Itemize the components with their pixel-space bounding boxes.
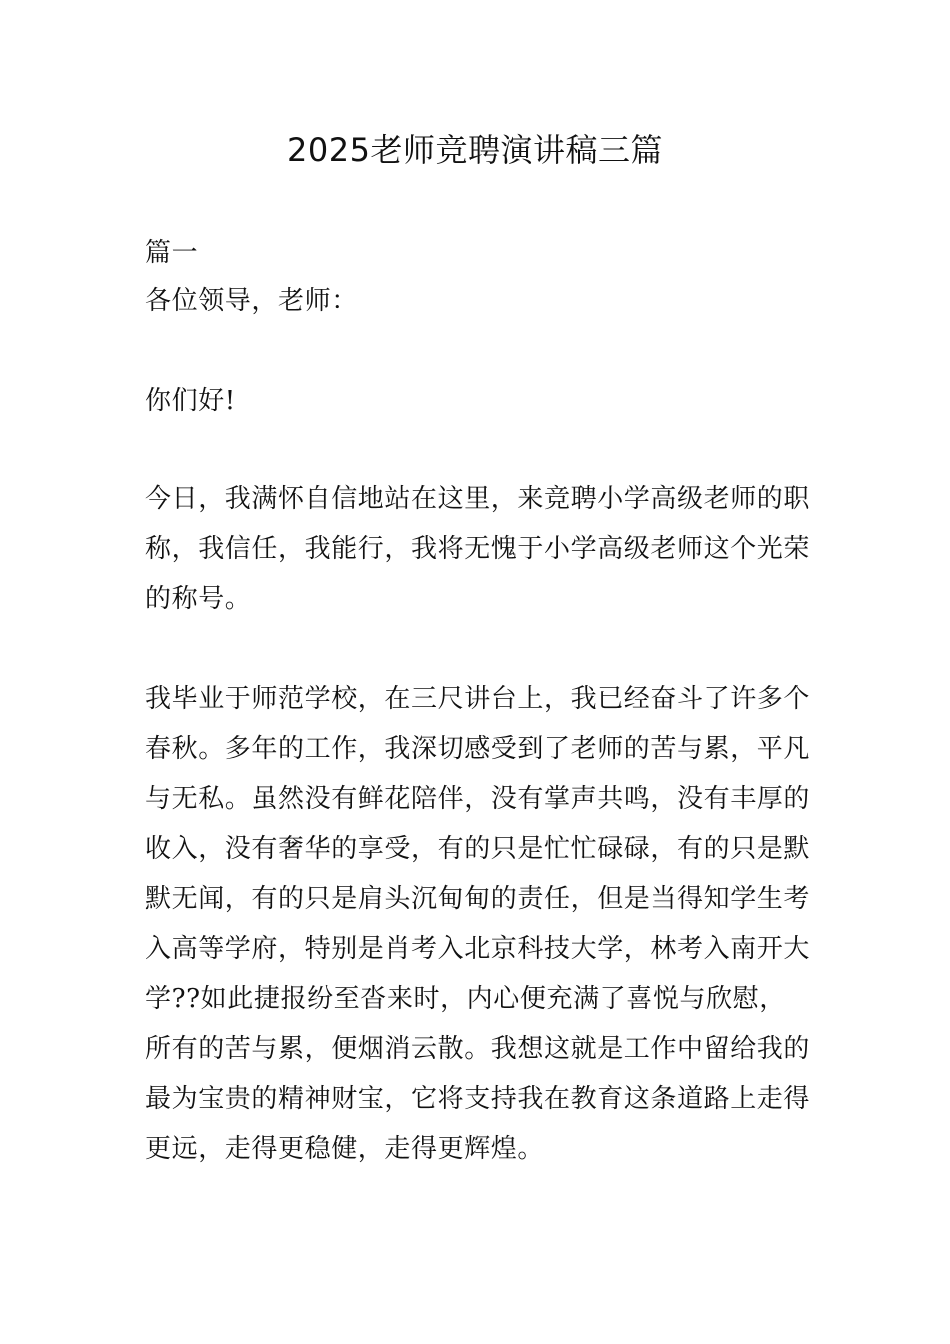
section-label: 篇一 <box>145 238 199 268</box>
salutation: 各位领导，老师： <box>145 286 358 316</box>
paragraph: 今日，我满怀自信地站在这里，来竞聘小学高级老师的职称，我信任，我能行，我将无愧于小学高级老师这个光荣的称号。 <box>145 484 811 614</box>
paragraph: 我毕业于师范学校，在三尺讲台上，我已经奋斗了许多个春秋。多年的工作，我深切感受到了老师的苦与累，平凡与无私。虽然没有鲜花陪伴，没有掌声共鸣，没有丰厚的收入，没有奢华的享受，有的只是忙忙碌碌，有的只是默默无闻，有的只是肩头沉甸甸的责任，但是当得知学生考入高等学府，特别是肖考入北京科技大学，林考入南开大学??如此捷报纷至沓来时，内心便充满了喜悦与欣慰，所有的苦与累，便烟消云散。我想这就是工作中留给我的最为宝贵的精神财宝，它将支持我在教育这条道路上走得更远，走得更稳健，走得更辉煌。 <box>145 684 811 1164</box>
greeting: 你们好! <box>145 386 236 416</box>
document-title: 2025老师竞聘演讲稿三篇 <box>287 131 663 169</box>
